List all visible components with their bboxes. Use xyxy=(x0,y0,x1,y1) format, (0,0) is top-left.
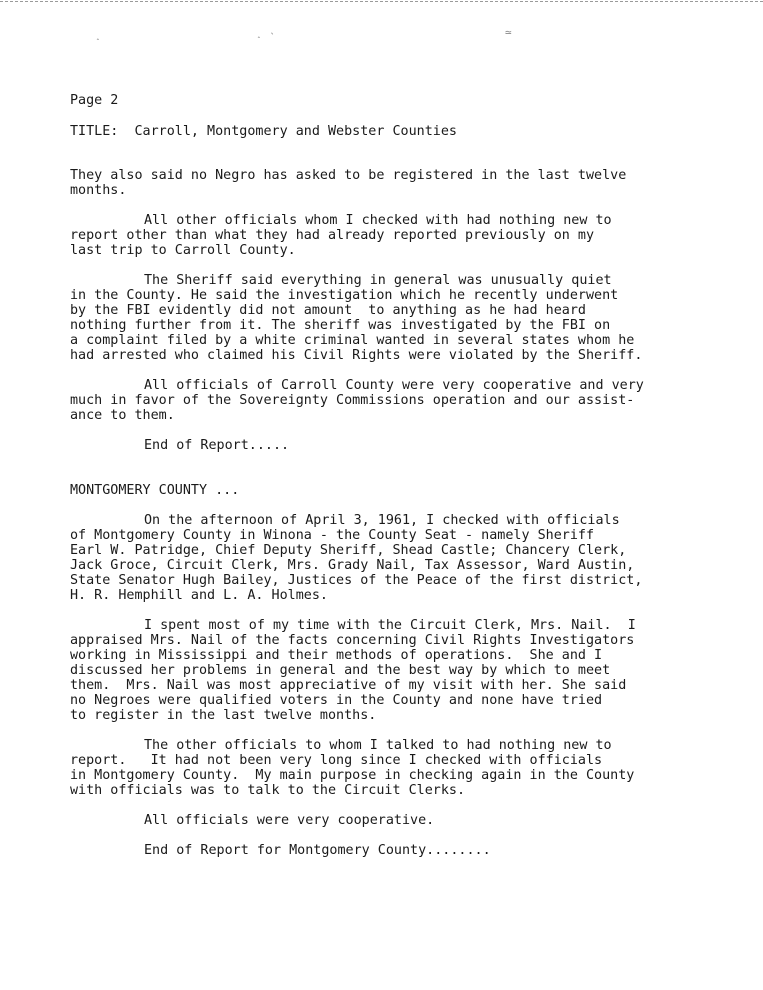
document-title xyxy=(70,124,710,139)
page-number: Page 2 xyxy=(70,93,119,108)
text-line: working in Mississippi and their methods of operations. She and I xyxy=(70,648,603,663)
carroll-end-of-report: End of Report..... xyxy=(144,438,290,453)
montgomery-heading: MONTGOMERY COUNTY ... xyxy=(70,483,240,498)
text-line: by the FBI evidently did not amount to anything as he had heard xyxy=(70,303,586,318)
text-line: no Negroes were qualified voters in the County and none have tried xyxy=(70,693,603,708)
scan-mark: ≃ xyxy=(505,26,512,39)
text-line: The other officials to whom I talked to had nothing new to xyxy=(144,738,612,753)
text-line: much in favor of the Sovereignty Commissions operation and our assist- xyxy=(70,393,635,408)
scan-mark: ˰ xyxy=(96,28,103,41)
text-line: State Senator Hugh Bailey, Justices of the Peace of the first district, xyxy=(70,573,643,588)
text-line: had arrested who claimed his Civil Rights were violated by the Sheriff. xyxy=(70,348,643,363)
text-line: All officials of Carroll County were very cooperative and very xyxy=(144,378,644,393)
text-line: Jack Groce, Circuit Clerk, Mrs. Grady Nail, Tax Assessor, Ward Austin, xyxy=(70,558,635,573)
title-label: TITLE: xyxy=(70,124,119,139)
text-line: report other than what they had already reported previously on my xyxy=(70,228,595,243)
text-line: report. It had not been very long since I checked with officials xyxy=(70,753,603,768)
text-line: discussed her problems in general and the best way by which to meet xyxy=(70,663,611,678)
text-line: The Sheriff said everything in general was unusually quiet xyxy=(144,273,612,288)
text-line: I spent most of my time with the Circuit Clerk, Mrs. Nail. I xyxy=(144,618,636,633)
text-line: them. Mrs. Nail was most appreciative of my visit with her. She said xyxy=(70,678,627,693)
text-line: ance to them. xyxy=(70,408,175,423)
text-line: in Montgomery County. My main purpose in checking again in the County xyxy=(70,768,635,783)
text-line: with officials was to talk to the Circuit Clerks. xyxy=(70,783,466,798)
text-line: to register in the last twelve months. xyxy=(70,708,377,723)
title-text: Carroll, Montgomery and Webster Counties xyxy=(134,124,457,139)
scan-mark: ˰ ˴ xyxy=(257,26,277,39)
text-line: They also said no Negro has asked to be registered in the last twelve xyxy=(70,168,627,183)
carroll-paragraph-1 xyxy=(70,168,710,198)
montgomery-end-of-report: End of Report for Montgomery County........ xyxy=(144,843,491,858)
text-line: of Montgomery County in Winona - the County Seat - namely Sheriff xyxy=(70,528,595,543)
text-line: a complaint filed by a white criminal wanted in several states whom he xyxy=(70,333,635,348)
text-line: in the County. He said the investigation which he recently underwent xyxy=(70,288,619,303)
carroll-paragraph-3 xyxy=(70,273,710,363)
text-line: All other officials whom I checked with had nothing new to xyxy=(144,213,612,228)
carroll-paragraph-2 xyxy=(70,213,710,258)
scan-marks xyxy=(0,25,763,45)
carroll-paragraph-4 xyxy=(70,378,710,423)
montgomery-paragraph-3 xyxy=(70,738,710,798)
montgomery-paragraph-1 xyxy=(70,513,710,603)
text-line: appraised Mrs. Nail of the facts concerning Civil Rights Investigators xyxy=(70,633,635,648)
text-line: H. R. Hemphill and L. A. Holmes. xyxy=(70,588,328,603)
document-page xyxy=(70,93,710,858)
text-line: last trip to Carroll County. xyxy=(70,243,296,258)
text-line: nothing further from it. The sheriff was investigated by the FBI on xyxy=(70,318,611,333)
text-line: On the afternoon of April 3, 1961, I checked with officials xyxy=(144,513,620,528)
montgomery-paragraph-2 xyxy=(70,618,710,723)
top-dashed-edge xyxy=(0,1,763,2)
text-line: Earl W. Patridge, Chief Deputy Sheriff, Shead Castle; Chancery Clerk, xyxy=(70,543,627,558)
text-line: months. xyxy=(70,183,127,198)
montgomery-paragraph-4: All officials were very cooperative. xyxy=(144,813,435,828)
